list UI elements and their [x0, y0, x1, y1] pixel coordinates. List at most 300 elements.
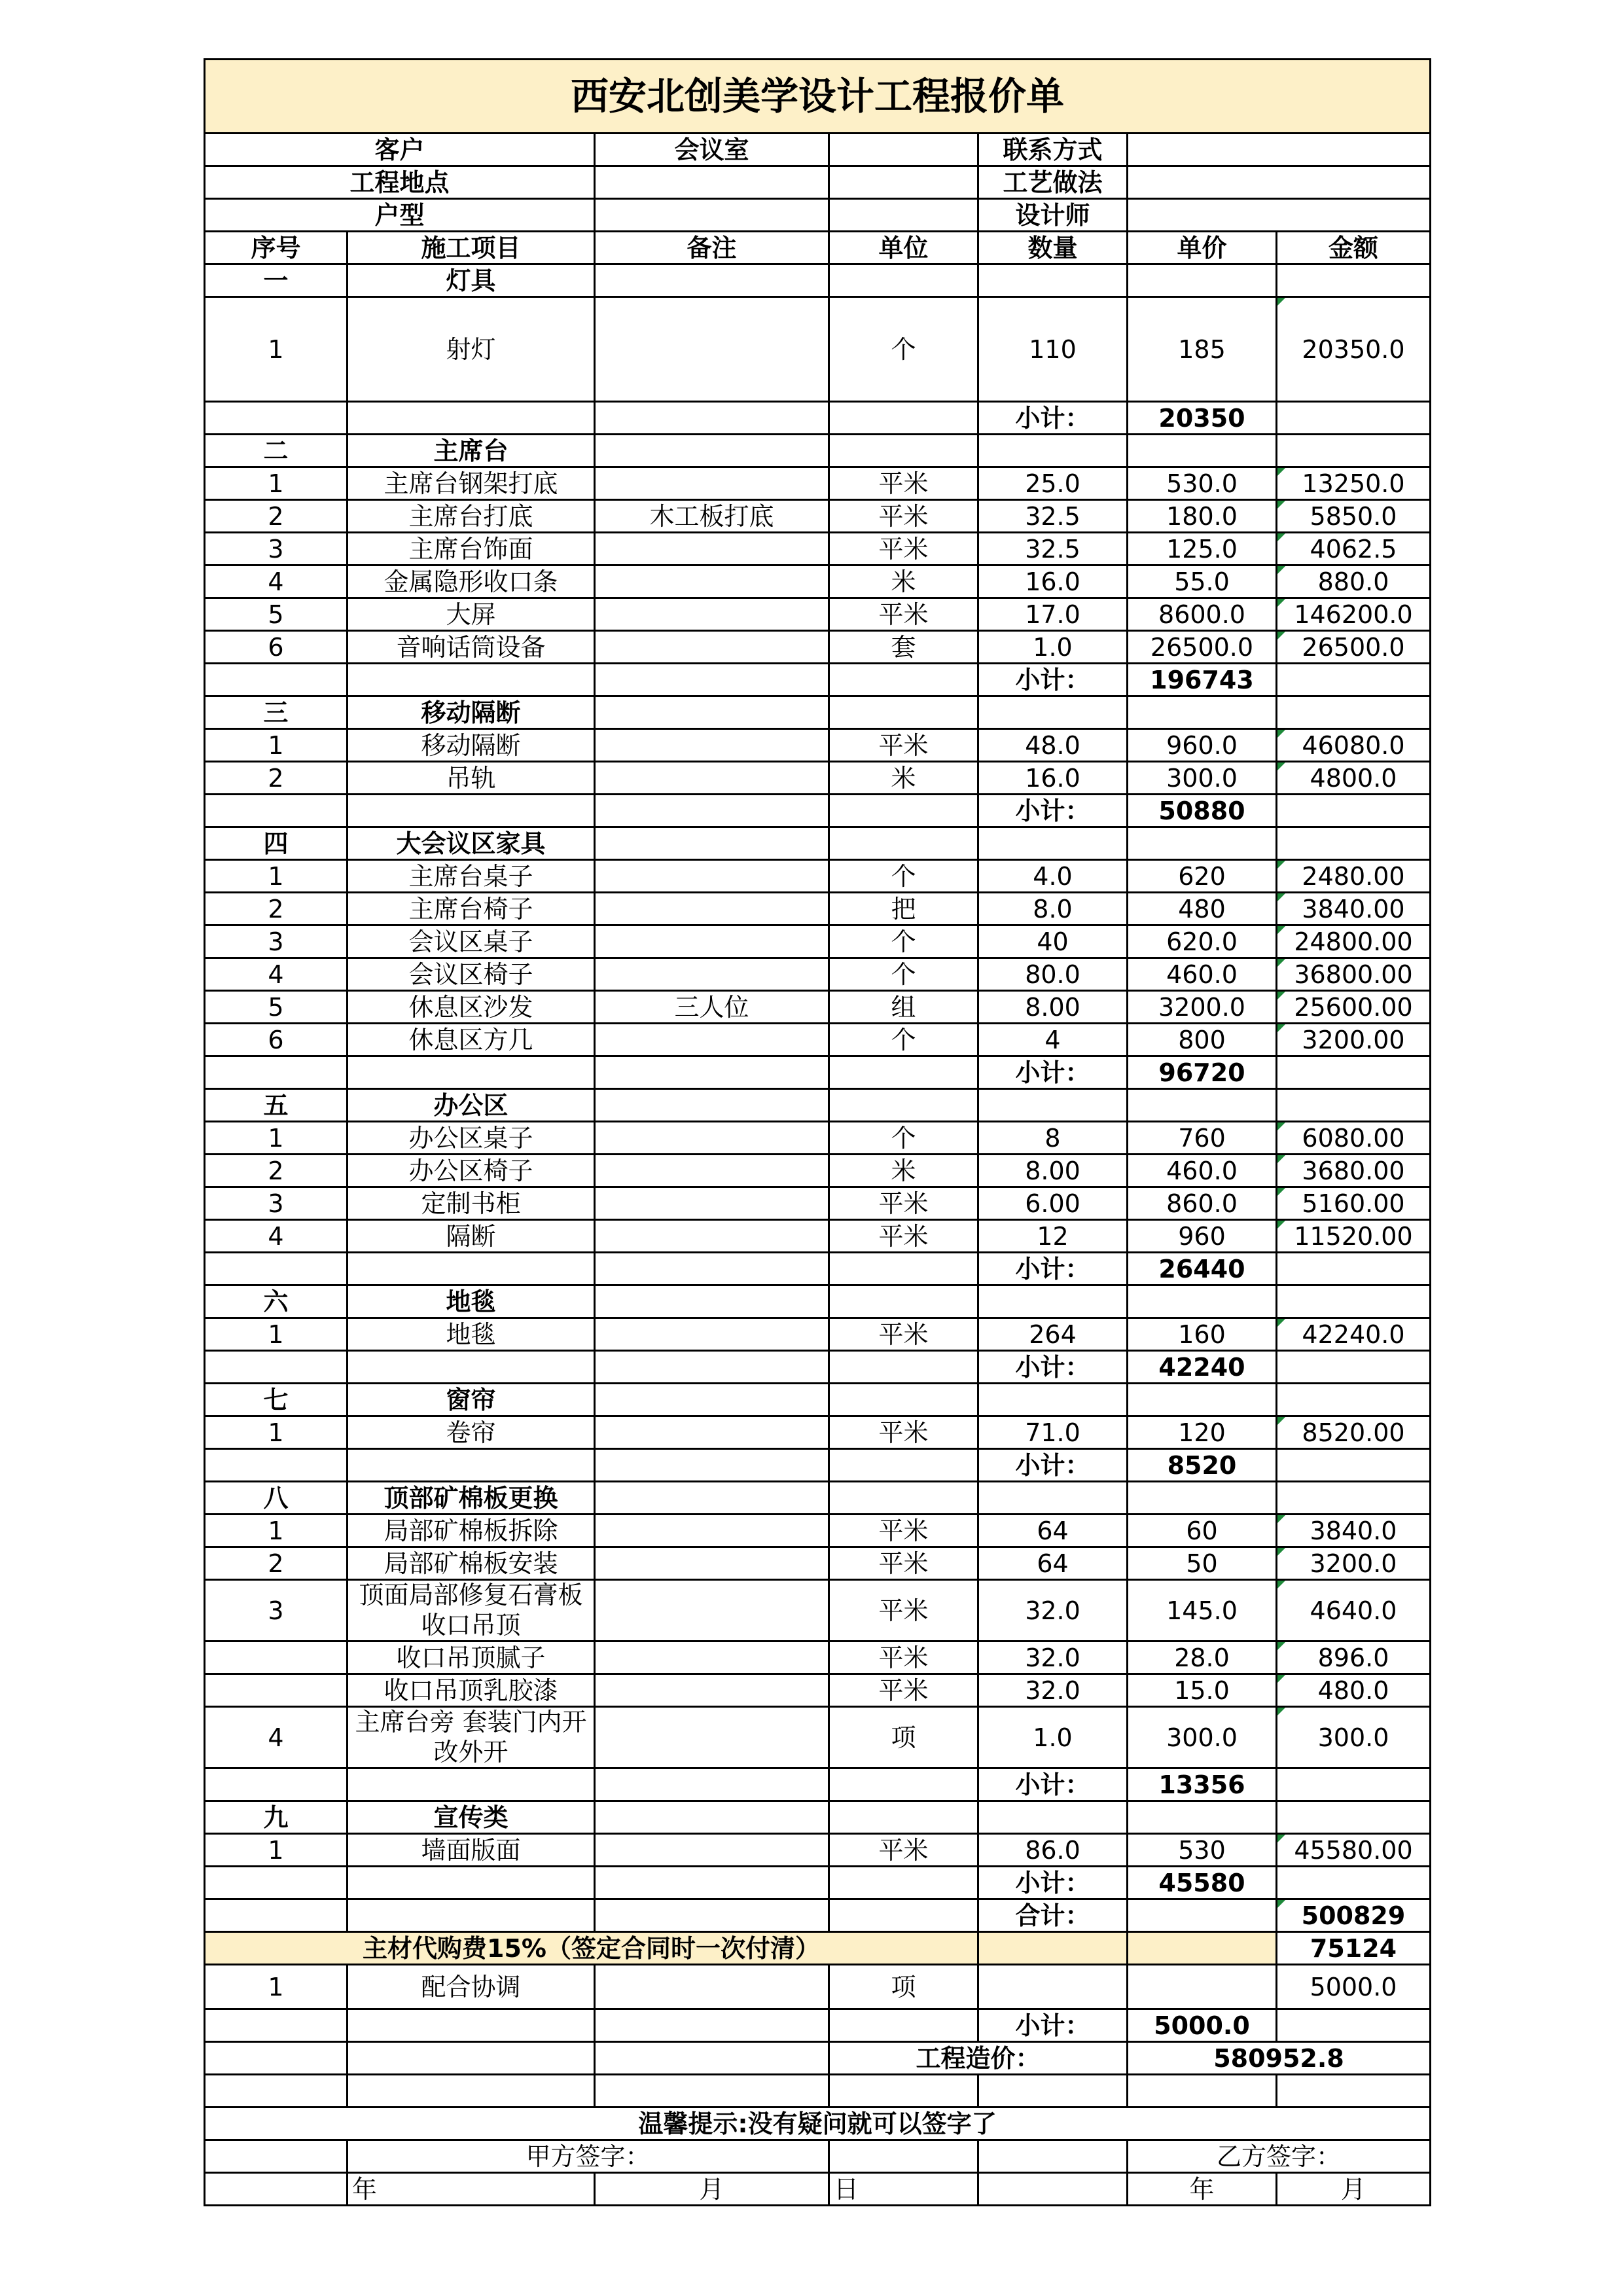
row-no: 1	[205, 729, 348, 762]
row-note[interactable]	[595, 1547, 829, 1580]
row-note[interactable]	[595, 1515, 829, 1547]
empty-cell	[1277, 1285, 1431, 1318]
empty-cell	[829, 1899, 978, 1932]
row-note[interactable]	[595, 565, 829, 598]
empty-cell	[205, 795, 348, 827]
row-unit[interactable]: 个	[829, 297, 978, 402]
row-price[interactable]: 860.0	[1128, 1187, 1277, 1220]
empty-cell	[978, 435, 1128, 467]
row-note[interactable]	[595, 1155, 829, 1187]
table-row	[205, 991, 1431, 1024]
row-item[interactable]: 大屏	[348, 598, 595, 631]
row-unit[interactable]: 平米	[829, 1547, 978, 1580]
row-no: 3	[205, 533, 348, 565]
row-note[interactable]	[595, 1707, 829, 1768]
row-price[interactable]: 160	[1128, 1318, 1277, 1351]
row-unit[interactable]: 把	[829, 893, 978, 925]
row-amount[interactable]: 26500.0	[1277, 631, 1431, 664]
empty-cell	[829, 1351, 978, 1384]
empty-cell	[978, 2075, 1128, 2108]
row-amount[interactable]: 3840.00	[1277, 893, 1431, 925]
empty-cell	[205, 664, 348, 696]
subtotal-label: 小计：	[978, 1867, 1128, 1899]
row-qty[interactable]: 80.0	[978, 958, 1128, 991]
subtotal-row	[205, 1449, 1431, 1482]
row-note[interactable]	[595, 1122, 829, 1155]
row-unit[interactable]: 平米	[829, 1318, 978, 1351]
row-item[interactable]: 主席台桌子	[348, 860, 595, 893]
row-amount[interactable]: 146200.0	[1277, 598, 1431, 631]
row-price[interactable]: 50	[1128, 1547, 1277, 1580]
row-price[interactable]: 180.0	[1128, 500, 1277, 533]
section-header-row	[205, 1089, 1431, 1122]
table-row	[205, 467, 1431, 500]
row-note[interactable]	[595, 729, 829, 762]
row-unit[interactable]: 个	[829, 1122, 978, 1155]
empty-cell	[1128, 1089, 1277, 1122]
row-unit[interactable]: 项	[829, 1707, 978, 1768]
row-price[interactable]: 120	[1128, 1416, 1277, 1449]
empty-cell	[595, 795, 829, 827]
row-no: 1	[205, 1122, 348, 1155]
row-no: 3	[205, 925, 348, 958]
empty-cell	[205, 2173, 348, 2206]
row-qty[interactable]: 8.00	[978, 991, 1128, 1024]
row-no: 1	[205, 297, 348, 402]
row-note[interactable]	[595, 925, 829, 958]
row-note[interactable]	[595, 1580, 829, 1641]
row-price[interactable]: 145.0	[1128, 1580, 1277, 1641]
empty-cell	[348, 1449, 595, 1482]
empty-cell	[1277, 1351, 1431, 1384]
row-unit[interactable]: 平米	[829, 533, 978, 565]
row-unit[interactable]: 个	[829, 860, 978, 893]
row-item[interactable]: 主席台打底	[348, 500, 595, 533]
row-qty[interactable]: 8	[978, 1122, 1128, 1155]
row-note[interactable]	[595, 1641, 829, 1674]
table-row	[205, 631, 1431, 664]
row-no: 3	[205, 1187, 348, 1220]
empty-cell	[595, 1965, 829, 2009]
empty-cell	[595, 1449, 829, 1482]
site-value[interactable]	[595, 166, 829, 199]
empty-cell	[1277, 2075, 1431, 2108]
empty-cell	[1277, 1482, 1431, 1515]
row-amount[interactable]: 880.0	[1277, 565, 1431, 598]
section-name: 灯具	[348, 264, 595, 297]
row-item[interactable]: 射灯	[348, 297, 595, 402]
row-no: 2	[205, 1547, 348, 1580]
subtotal-label: 小计：	[978, 1768, 1128, 1801]
empty-cell	[829, 1867, 978, 1899]
empty-cell	[978, 1965, 1128, 2009]
row-note[interactable]	[595, 1674, 829, 1707]
empty-cell	[829, 402, 978, 435]
row-unit[interactable]: 平米	[829, 467, 978, 500]
section-name: 大会议区家具	[348, 827, 595, 860]
row-qty[interactable]: 32.0	[978, 1674, 1128, 1707]
row-unit[interactable]: 平米	[829, 1187, 978, 1220]
row-note[interactable]	[595, 297, 829, 402]
subtotal-label: 小计：	[978, 1056, 1128, 1089]
table-row	[205, 729, 1431, 762]
row-unit[interactable]: 米	[829, 762, 978, 795]
row-unit[interactable]: 米	[829, 1155, 978, 1187]
row-item[interactable]: 会议区椅子	[348, 958, 595, 991]
empty-cell	[595, 402, 829, 435]
empty-cell	[829, 1768, 978, 1801]
row-qty[interactable]: 32.0	[978, 1641, 1128, 1674]
section-header-row	[205, 1285, 1431, 1318]
empty-cell	[829, 827, 978, 860]
row-note[interactable]	[595, 533, 829, 565]
craft-value[interactable]	[1128, 166, 1431, 199]
row-qty[interactable]: 4	[978, 1024, 1128, 1056]
empty-cell	[1128, 1482, 1277, 1515]
row-qty[interactable]: 6.00	[978, 1187, 1128, 1220]
row-item[interactable]: 主席台旁 套装门内开改外开	[348, 1707, 595, 1768]
designer-value[interactable]	[1128, 199, 1431, 232]
empty-cell	[829, 1285, 978, 1318]
table-row	[205, 1515, 1431, 1547]
row-unit[interactable]: 平米	[829, 1515, 978, 1547]
row-note[interactable]	[595, 1834, 829, 1867]
coord-amount[interactable]: 5000.0	[1277, 1965, 1431, 2009]
empty-cell	[1277, 2009, 1431, 2042]
row-unit[interactable]: 平米	[829, 1834, 978, 1867]
row-qty[interactable]: 64	[978, 1547, 1128, 1580]
table-row	[205, 1834, 1431, 1867]
empty-cell	[205, 1768, 348, 1801]
empty-cell	[1128, 1384, 1277, 1416]
row-amount[interactable]: 24800.00	[1277, 925, 1431, 958]
row-qty[interactable]: 86.0	[978, 1834, 1128, 1867]
row-unit[interactable]: 平米	[829, 1580, 978, 1641]
empty-cell	[595, 1089, 829, 1122]
empty-cell	[595, 1253, 829, 1285]
section-name: 地毯	[348, 1285, 595, 1318]
row-unit[interactable]: 平米	[829, 1641, 978, 1674]
row-item[interactable]: 主席台椅子	[348, 893, 595, 925]
row-item[interactable]: 地毯	[348, 1318, 595, 1351]
section-name: 窗帘	[348, 1384, 595, 1416]
empty-cell	[829, 2009, 978, 2042]
row-unit[interactable]: 平米	[829, 729, 978, 762]
row-amount[interactable]: 3840.0	[1277, 1515, 1431, 1547]
section-no: 一	[205, 264, 348, 297]
row-price[interactable]: 3200.0	[1128, 991, 1277, 1024]
row-price[interactable]: 620	[1128, 860, 1277, 893]
row-note[interactable]	[595, 958, 829, 991]
row-item[interactable]: 吊轨	[348, 762, 595, 795]
row-price[interactable]: 300.0	[1128, 762, 1277, 795]
empty-cell	[1128, 696, 1277, 729]
party-a-sign[interactable]: 甲方签字：	[348, 2140, 829, 2173]
row-price[interactable]: 28.0	[1128, 1641, 1277, 1674]
table-row	[205, 893, 1431, 925]
row-price[interactable]: 460.0	[1128, 1155, 1277, 1187]
row-amount[interactable]: 896.0	[1277, 1641, 1431, 1674]
empty-cell	[595, 1801, 829, 1834]
row-price[interactable]: 15.0	[1128, 1674, 1277, 1707]
row-item[interactable]: 办公区桌子	[348, 1122, 595, 1155]
row-unit[interactable]: 个	[829, 958, 978, 991]
subtotal-label: 小计：	[978, 1449, 1128, 1482]
row-unit[interactable]: 平米	[829, 1674, 978, 1707]
header-row	[205, 232, 1431, 264]
row-unit[interactable]: 平米	[829, 500, 978, 533]
empty-cell	[1128, 1899, 1277, 1932]
row-item[interactable]: 休息区方几	[348, 1024, 595, 1056]
empty-cell	[978, 1482, 1128, 1515]
row-item[interactable]: 音响话筒设备	[348, 631, 595, 664]
section-header-row	[205, 264, 1431, 297]
row-unit[interactable]: 平米	[829, 1220, 978, 1253]
material-fee-label: 主材代购费15%（签定合同时一次付清）	[205, 1932, 978, 1965]
row-unit[interactable]: 个	[829, 1024, 978, 1056]
row-price[interactable]: 185	[1128, 297, 1277, 402]
row-qty[interactable]: 4.0	[978, 860, 1128, 893]
tip-text: 温馨提示:没有疑问就可以签字了	[205, 2108, 1431, 2140]
row-note[interactable]	[595, 1416, 829, 1449]
table-row	[205, 1122, 1431, 1155]
empty-cell	[1277, 435, 1431, 467]
row-price[interactable]: 960.0	[1128, 729, 1277, 762]
row-no: 6	[205, 1024, 348, 1056]
row-price[interactable]: 125.0	[1128, 533, 1277, 565]
empty-cell	[1277, 1768, 1431, 1801]
row-price[interactable]: 460.0	[1128, 958, 1277, 991]
row-note[interactable]	[595, 1220, 829, 1253]
row-item[interactable]: 移动隔断	[348, 729, 595, 762]
empty-cell	[1128, 1285, 1277, 1318]
subtotal-label: 小计：	[978, 2009, 1128, 2042]
empty-cell	[595, 264, 829, 297]
row-note[interactable]	[595, 762, 829, 795]
row-unit[interactable]: 米	[829, 565, 978, 598]
row-qty[interactable]: 48.0	[978, 729, 1128, 762]
empty-cell	[205, 1449, 348, 1482]
row-no: 1	[205, 860, 348, 893]
row-item[interactable]: 主席台饰面	[348, 533, 595, 565]
row-qty[interactable]: 8.0	[978, 893, 1128, 925]
row-amount[interactable]: 4062.5	[1277, 533, 1431, 565]
row-amount[interactable]: 3680.00	[1277, 1155, 1431, 1187]
subtotal-row	[205, 1867, 1431, 1899]
row-price[interactable]: 800	[1128, 1024, 1277, 1056]
row-unit[interactable]: 平米	[829, 1416, 978, 1449]
quote-table	[204, 58, 1431, 2206]
empty-cell	[205, 2140, 348, 2173]
empty-cell	[978, 1089, 1128, 1122]
coord-item[interactable]: 配合协调	[348, 1965, 595, 2009]
subtotal-value: 13356	[1128, 1768, 1277, 1801]
section-header-row	[205, 1801, 1431, 1834]
row-amount[interactable]: 480.0	[1277, 1674, 1431, 1707]
row-amount[interactable]: 4640.0	[1277, 1580, 1431, 1641]
row-qty[interactable]: 16.0	[978, 565, 1128, 598]
row-item[interactable]: 局部矿棉板安装	[348, 1547, 595, 1580]
section-header-row	[205, 1384, 1431, 1416]
row-amount[interactable]: 42240.0	[1277, 1318, 1431, 1351]
row-qty[interactable]: 17.0	[978, 598, 1128, 631]
row-qty[interactable]: 25.0	[978, 467, 1128, 500]
contact-value[interactable]	[1128, 134, 1431, 166]
row-price[interactable]: 300.0	[1128, 1707, 1277, 1768]
row-item[interactable]: 收口吊顶乳胶漆	[348, 1674, 595, 1707]
row-amount[interactable]: 25600.00	[1277, 991, 1431, 1024]
row-note[interactable]	[595, 1024, 829, 1056]
row-note[interactable]: 三人位	[595, 991, 829, 1024]
empty-cell	[595, 1285, 829, 1318]
row-item[interactable]: 会议区桌子	[348, 925, 595, 958]
empty-cell	[978, 264, 1128, 297]
row-qty[interactable]: 32.5	[978, 533, 1128, 565]
row-item[interactable]: 办公区椅子	[348, 1155, 595, 1187]
empty-cell	[829, 2140, 978, 2173]
section-header-row	[205, 435, 1431, 467]
row-amount[interactable]: 300.0	[1277, 1707, 1431, 1768]
row-item[interactable]: 收口吊顶腻子	[348, 1641, 595, 1674]
contact-label: 联系方式	[978, 134, 1128, 166]
row-amount[interactable]: 6080.00	[1277, 1122, 1431, 1155]
row-no: 1	[205, 1834, 348, 1867]
row-item[interactable]: 休息区沙发	[348, 991, 595, 1024]
row-price[interactable]: 480	[1128, 893, 1277, 925]
row-item[interactable]: 主席台钢架打底	[348, 467, 595, 500]
row-qty[interactable]: 1.0	[978, 1707, 1128, 1768]
row-amount[interactable]: 8520.00	[1277, 1416, 1431, 1449]
empty-cell	[205, 2075, 348, 2108]
row-item[interactable]: 隔断	[348, 1220, 595, 1253]
date-row	[205, 2173, 1431, 2206]
empty-cell	[595, 2075, 829, 2108]
row-price[interactable]: 960	[1128, 1220, 1277, 1253]
row-item[interactable]: 局部矿棉板拆除	[348, 1515, 595, 1547]
row-item[interactable]: 顶面局部修复石膏板收口吊顶	[348, 1580, 595, 1641]
empty-cell	[1277, 1056, 1431, 1089]
row-amount[interactable]: 3200.0	[1277, 1547, 1431, 1580]
row-amount[interactable]: 45580.00	[1277, 1834, 1431, 1867]
row-qty[interactable]: 71.0	[978, 1416, 1128, 1449]
type-value[interactable]	[595, 199, 829, 232]
row-note[interactable]	[595, 467, 829, 500]
row-qty[interactable]: 8.00	[978, 1155, 1128, 1187]
row-item[interactable]: 金属隐形收口条	[348, 565, 595, 598]
row-amount[interactable]: 11520.00	[1277, 1220, 1431, 1253]
row-note[interactable]	[595, 631, 829, 664]
row-amount[interactable]: 4800.0	[1277, 762, 1431, 795]
total-value: 500829	[1277, 1899, 1431, 1932]
row-price[interactable]: 530.0	[1128, 467, 1277, 500]
row-qty[interactable]: 12	[978, 1220, 1128, 1253]
empty-cell	[829, 1253, 978, 1285]
coord-unit[interactable]: 项	[829, 1965, 978, 2009]
row-note[interactable]	[595, 1318, 829, 1351]
row-no: 2	[205, 893, 348, 925]
row-price[interactable]: 60	[1128, 1515, 1277, 1547]
row-note[interactable]	[595, 893, 829, 925]
empty-cell	[1128, 827, 1277, 860]
table-row	[205, 762, 1431, 795]
row-amount[interactable]: 13250.0	[1277, 467, 1431, 500]
table-row	[205, 533, 1431, 565]
quote-sheet	[204, 58, 1429, 2206]
empty-cell	[978, 1801, 1128, 1834]
row-price[interactable]: 760	[1128, 1122, 1277, 1155]
empty-cell	[205, 1056, 348, 1089]
row-qty[interactable]: 16.0	[978, 762, 1128, 795]
row-qty[interactable]: 64	[978, 1515, 1128, 1547]
row-item[interactable]: 墙面版面	[348, 1834, 595, 1867]
header-qty: 数量	[978, 232, 1128, 264]
subtotal-label: 小计：	[978, 795, 1128, 827]
empty-cell	[829, 199, 978, 232]
row-price[interactable]: 26500.0	[1128, 631, 1277, 664]
row-price[interactable]: 530	[1128, 1834, 1277, 1867]
row-note[interactable]: 木工板打底	[595, 500, 829, 533]
customer-value[interactable]: 会议室	[595, 134, 829, 166]
empty-cell	[1128, 2075, 1277, 2108]
subtotal-row	[205, 1351, 1431, 1384]
row-amount[interactable]: 46080.0	[1277, 729, 1431, 762]
row-note[interactable]	[595, 1187, 829, 1220]
row-note[interactable]	[595, 860, 829, 893]
row-unit[interactable]: 个	[829, 925, 978, 958]
row-unit[interactable]: 套	[829, 631, 978, 664]
material-fee-value: 75124	[1277, 1932, 1431, 1965]
party-b-sign[interactable]: 乙方签字：	[1128, 2140, 1431, 2173]
empty-cell	[348, 795, 595, 827]
row-unit[interactable]: 平米	[829, 598, 978, 631]
empty-cell	[595, 1384, 829, 1416]
type-label: 户型	[205, 199, 595, 232]
row-qty[interactable]: 110	[978, 297, 1128, 402]
date-day-a: 日	[829, 2173, 978, 2206]
page-title: 西安北创美学设计工程报价单	[205, 60, 1431, 134]
section-no: 八	[205, 1482, 348, 1515]
row-price[interactable]: 55.0	[1128, 565, 1277, 598]
row-qty[interactable]: 32.5	[978, 500, 1128, 533]
row-amount[interactable]: 36800.00	[1277, 958, 1431, 991]
row-note[interactable]	[595, 598, 829, 631]
row-item[interactable]: 定制书柜	[348, 1187, 595, 1220]
row-qty[interactable]: 1.0	[978, 631, 1128, 664]
date-year-b: 年	[1128, 2173, 1277, 2206]
row-price[interactable]: 620.0	[1128, 925, 1277, 958]
row-amount[interactable]: 3200.00	[1277, 1024, 1431, 1056]
row-amount[interactable]: 20350.0	[1277, 297, 1431, 402]
row-no: 4	[205, 958, 348, 991]
row-qty[interactable]: 264	[978, 1318, 1128, 1351]
row-qty[interactable]: 40	[978, 925, 1128, 958]
row-amount[interactable]: 5850.0	[1277, 500, 1431, 533]
header-no: 序号	[205, 232, 348, 264]
section-no: 五	[205, 1089, 348, 1122]
row-amount[interactable]: 2480.00	[1277, 860, 1431, 893]
empty-cell	[348, 1351, 595, 1384]
row-item[interactable]: 卷帘	[348, 1416, 595, 1449]
empty-cell	[1277, 264, 1431, 297]
row-no: 2	[205, 1155, 348, 1187]
row-qty[interactable]: 32.0	[978, 1580, 1128, 1641]
row-amount[interactable]: 5160.00	[1277, 1187, 1431, 1220]
row-unit[interactable]: 组	[829, 991, 978, 1024]
subtotal-value: 50880	[1128, 795, 1277, 827]
subtotal-label: 小计：	[978, 664, 1128, 696]
row-price[interactable]: 8600.0	[1128, 598, 1277, 631]
row-no: 2	[205, 500, 348, 533]
